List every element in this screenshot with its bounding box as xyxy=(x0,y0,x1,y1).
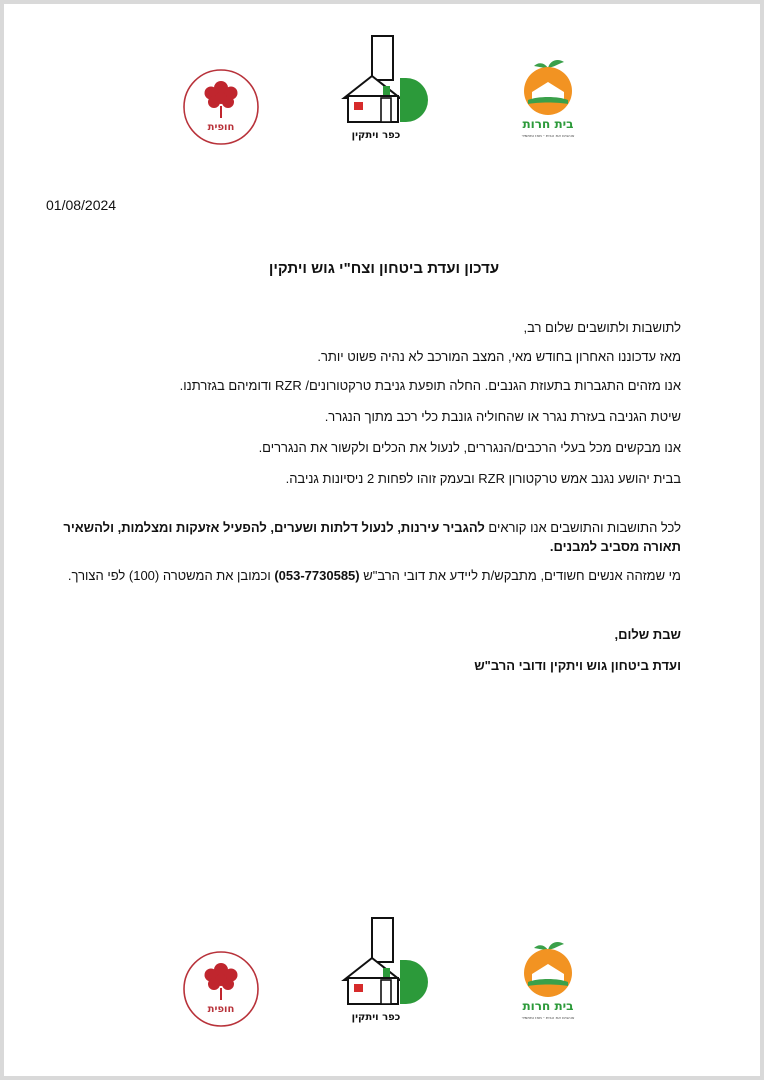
kfar-vitkin-label: כפר ויתקין xyxy=(351,1012,401,1023)
paragraph-thefts: אנו מזהים התגברות בתעוזת הגנבים. החלה תופעת גניבת טרקטורונים/ RZR ודומיהם בגזרתנו. xyxy=(179,378,681,393)
call-bold: להגביר עירנות, לנעול דלתות ושערים, להפעיל אזעקות ומצלמות, ולהשאיר תאורה מסביב למבנים. xyxy=(63,520,681,554)
phone-number: (053-7730585) xyxy=(274,568,360,583)
kfar-vitkin-logo xyxy=(340,32,430,146)
hofit-logo-footer xyxy=(180,948,262,1030)
beit-herut-tagline: אוהבים את הבית - מאז ומתמיד xyxy=(521,1015,575,1020)
hofit-logo xyxy=(180,66,262,148)
letter-body xyxy=(44,318,681,675)
paragraph-update: מאז עדכוננו האחרון בחודש מאי, המצב המורכב לא נהיה פשוט יותר. xyxy=(317,349,681,364)
paragraph-suspects xyxy=(44,566,681,585)
signature: ועדת ביטחון גוש ויתקין ודובי הרב"ש xyxy=(474,658,681,673)
kfar-vitkin-logo-footer xyxy=(340,914,430,1028)
letter-page xyxy=(4,4,760,1076)
greeting: לתושבות ולתושבים שלום רב, xyxy=(523,320,681,335)
paragraph-incident: בבית יהושע נגנב אמש טרקטורון RZR ובעמק זוהו לפחות 2 ניסיונות גניבה. xyxy=(285,471,681,486)
beit-herut-label: בית חרות xyxy=(522,117,574,131)
signoff: שבת שלום, xyxy=(614,627,681,642)
hofit-label: חופית xyxy=(207,122,235,133)
paragraph-call-to-action xyxy=(44,518,681,556)
letter-title: עדכון ועדת ביטחון וצח"י גוש ויתקין xyxy=(268,260,500,277)
beit-herut-label: בית חרות xyxy=(522,999,574,1013)
call-intro: לכל התושבות והתושבים אנו קוראים xyxy=(484,520,681,535)
paragraph-request: אנו מבקשים מכל בעלי הרכבים/הנגררים, לנעול את הכלים ולקשור את הנגררים. xyxy=(258,440,681,455)
suspect-pre: מי שמזהה אנשים חשודים, מתבקש/ת ליידע את דובי הרב"ש xyxy=(359,568,681,583)
hofit-label: חופית xyxy=(207,1004,235,1015)
kfar-vitkin-label: כפר ויתקין xyxy=(351,130,401,141)
beit-herut-logo xyxy=(510,58,588,140)
beit-herut-tagline: אוהבים את הבית - מאז ומתמיד xyxy=(521,133,575,138)
letter-date: 01/08/2024 xyxy=(46,197,117,213)
suspect-post: וכמובן את המשטרה (100) לפי הצורך. xyxy=(67,568,275,583)
beit-herut-logo-footer xyxy=(510,940,588,1022)
paragraph-method: שיטת הגניבה בעזרת נגרר או שהחוליה גונבת כלי רכב מתוך הנגרר. xyxy=(324,409,681,424)
